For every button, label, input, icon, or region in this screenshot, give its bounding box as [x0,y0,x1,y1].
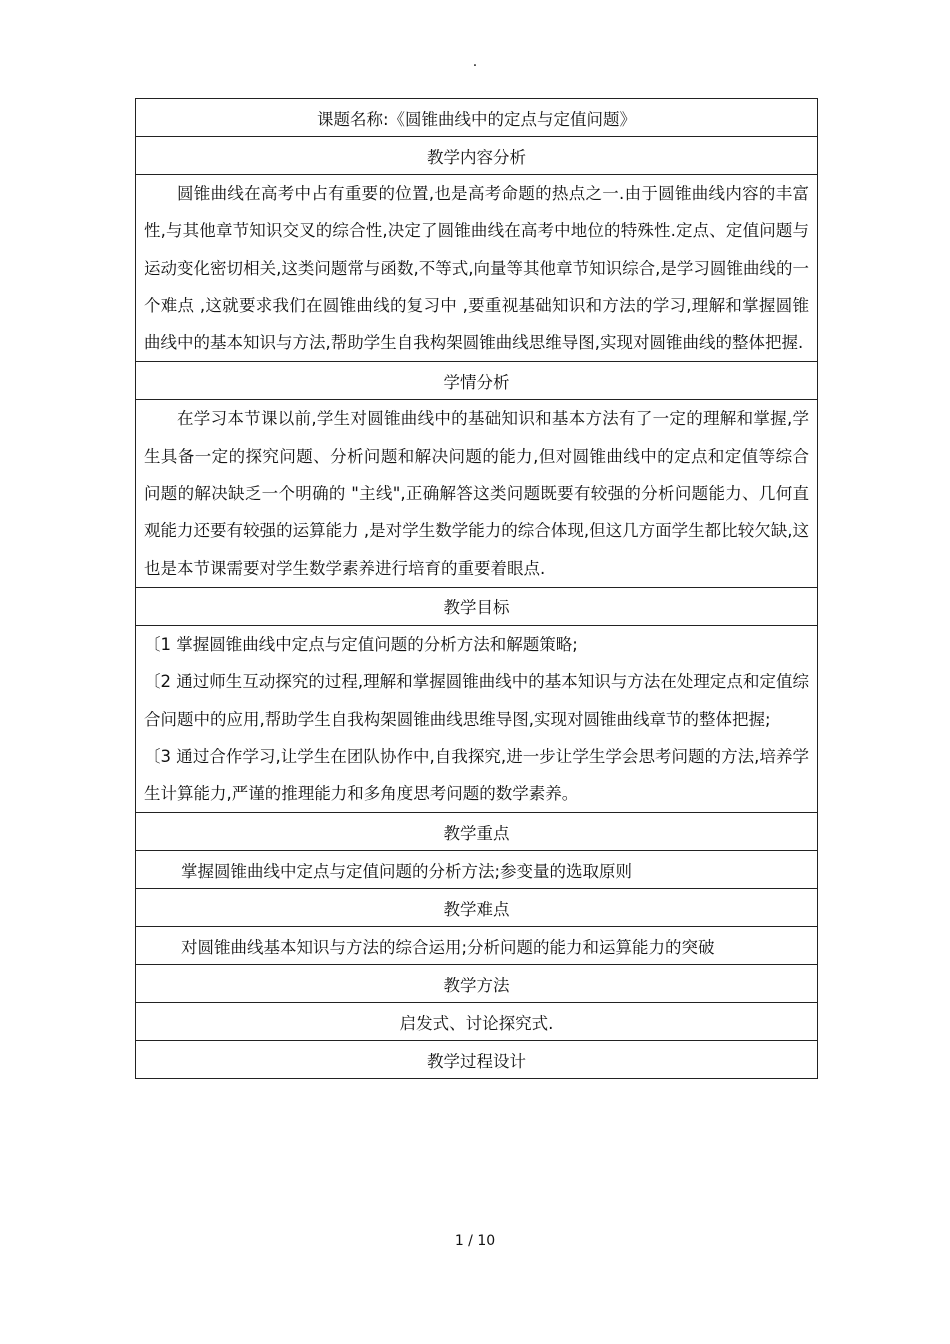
lesson-plan-table [135,98,818,1079]
objectives-cell [136,625,818,812]
difficulties-body-row [136,927,818,965]
key-points-body-row [136,851,818,889]
objective-item-3: 〔3 通过合作学习,让学生在团队协作中,自我探究,进一步让学生学会思考问题的方法,培养学生计算能力,严谨的推理能力和多角度思考问题的数学素养。 [144,746,809,804]
student-analysis-heading-row [136,362,818,400]
objectives-heading: 教学目标 [136,587,818,625]
content-analysis-heading: 教学内容分析 [136,137,818,175]
objectives-body-row [136,625,818,812]
difficulties-heading: 教学难点 [136,889,818,927]
methods-heading-row [136,965,818,1003]
methods-text: 启发式、讨论探究式. [136,1003,818,1041]
content-analysis-heading-row [136,137,818,175]
header-mark: . [472,54,478,70]
student-analysis-cell [136,400,818,587]
process-heading-row [136,1041,818,1079]
student-analysis-text: 在学习本节课以前,学生对圆锥曲线中的基础知识和基本方法有了一定的理解和掌握,学生具备一定的探究问题、分析问题和解决问题的能力,但对圆锥曲线中的定点和定值等综合问题的解决缺乏一个明确的 "主线",正确解答这类问题既要有较强的分析问题能力、几何直观能力还要有较强的运算能力 ,是对学生数学能力的综合体现,但这几方面学生都比较欠缺,这也是本节课需要对学生数学素养进行培育的重要着眼点. [144,409,809,578]
content-analysis-cell [136,175,818,362]
process-heading: 教学过程设计 [136,1041,818,1079]
objectives-heading-row [136,587,818,625]
title-row [136,99,818,137]
student-analysis-body-row [136,400,818,587]
student-analysis-heading: 学情分析 [136,362,818,400]
key-points-heading-row [136,813,818,851]
page-number: 1 / 10 [454,1233,496,1249]
objective-item-1: 〔1 掌握圆锥曲线中定点与定值问题的分析方法和解题策略; [144,634,578,654]
key-points-text: 掌握圆锥曲线中定点与定值问题的分析方法;参变量的选取原则 [136,851,818,889]
lesson-title: 课题名称:《圆锥曲线中的定点与定值问题》 [136,99,818,137]
methods-body-row [136,1003,818,1041]
difficulties-text: 对圆锥曲线基本知识与方法的综合运用;分析问题的能力和运算能力的突破 [136,927,818,965]
objective-item-2: 〔2 通过师生互动探究的过程,理解和掌握圆锥曲线中的基本知识与方法在处理定点和定值综合问题中的应用,帮助学生自我构架圆锥曲线思维导图,实现对圆锥曲线章节的整体把握; [144,672,809,729]
methods-heading: 教学方法 [136,965,818,1003]
content-analysis-body-row [136,175,818,362]
content-analysis-text: 圆锥曲线在高考中占有重要的位置,也是高考命题的热点之一.由于圆锥曲线内容的丰富性,与其他章节知识交叉的综合性,决定了圆锥曲线在高考中地位的特殊性.定点、定值问题与运动变化密切相关,这类问题常与函数,不等式,向量等其他章节知识综合,是学习圆锥曲线的一个难点 ,这就要求我们在圆锥曲线的复习中 ,要重视基础知识和方法的学习,理解和掌握圆锥曲线中的基本知识与方法,帮助学生自我构架圆锥曲线思维导图,实现对圆锥曲线的整体把握. [144,184,809,353]
difficulties-heading-row [136,889,818,927]
key-points-heading: 教学重点 [136,813,818,851]
